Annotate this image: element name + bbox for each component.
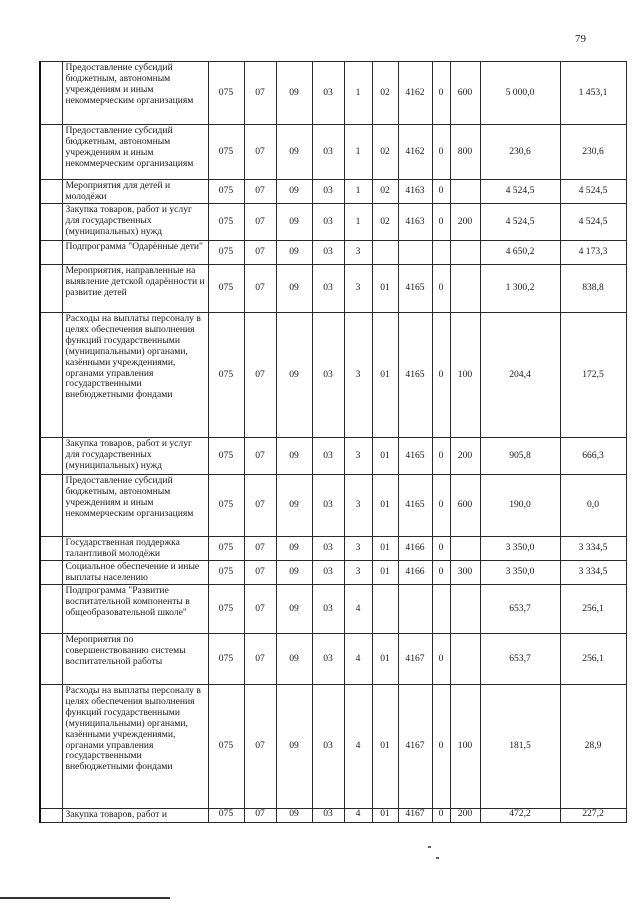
- section-code: 07: [244, 265, 276, 313]
- main-event-code: 01: [372, 809, 398, 823]
- expense-name: Расходы на выплаты персоналу в целях обеспечения выполнения функций государственными (муниципальными) органами, казёнными учреждениями, органами управления государственными внебюджетными фондами: [62, 313, 208, 438]
- row-marker-cell: [40, 809, 62, 823]
- plan-amount: 181,5: [480, 685, 560, 809]
- extra-code: 0: [432, 265, 450, 313]
- plan-amount: 472,2: [480, 809, 560, 823]
- extra-code: 0: [432, 809, 450, 823]
- admin-code: 075: [208, 62, 244, 125]
- section-code: 07: [244, 585, 276, 634]
- subsection-code: 09: [276, 561, 312, 585]
- subsection-code: 09: [276, 204, 312, 241]
- subprogram-code: 3: [344, 561, 372, 585]
- subsection-code: 09: [276, 180, 312, 204]
- section-code: 07: [244, 634, 276, 685]
- subsection-code: 09: [276, 537, 312, 561]
- plan-amount: 190,0: [480, 475, 560, 537]
- program-code: 03: [312, 241, 344, 265]
- expense-name: Подпрограмма "Развитие воспитательной компоненты в общеобразовательной школе": [62, 585, 208, 634]
- plan-amount: 4 524,5: [480, 180, 560, 204]
- plan-amount: 3 350,0: [480, 537, 560, 561]
- subsection-code: 09: [276, 809, 312, 823]
- section-code: 07: [244, 537, 276, 561]
- admin-code: 075: [208, 537, 244, 561]
- main-event-code: 01: [372, 313, 398, 438]
- subprogram-code: 1: [344, 180, 372, 204]
- expense-type-code: [450, 241, 480, 265]
- table-row: [40, 809, 626, 823]
- fact-amount: 256,1: [560, 634, 626, 685]
- subsection-code: 09: [276, 585, 312, 634]
- section-code: 07: [244, 561, 276, 585]
- section-code: 07: [244, 241, 276, 265]
- table-row: [40, 537, 626, 561]
- expense-type-code: 600: [450, 62, 480, 125]
- expense-name: Подпрограмма "Одарённые дети": [62, 241, 208, 265]
- fact-amount: 3 334,5: [560, 561, 626, 585]
- table-row: [40, 241, 626, 265]
- subprogram-code: 4: [344, 685, 372, 809]
- section-code: 07: [244, 313, 276, 438]
- expense-type-code: 200: [450, 809, 480, 823]
- scan-speck: [436, 857, 439, 859]
- plan-amount: 5 000,0: [480, 62, 560, 125]
- admin-code: 075: [208, 125, 244, 180]
- main-event-code: [372, 585, 398, 634]
- row-marker-cell: [40, 585, 62, 634]
- admin-code: 075: [208, 265, 244, 313]
- direction-code: 4167: [398, 809, 432, 823]
- main-event-code: 01: [372, 537, 398, 561]
- extra-code: [432, 585, 450, 634]
- scan-edge-line: [0, 897, 170, 899]
- subsection-code: 09: [276, 265, 312, 313]
- subsection-code: 09: [276, 241, 312, 265]
- extra-code: 0: [432, 62, 450, 125]
- direction-code: 4165: [398, 313, 432, 438]
- expense-type-code: 200: [450, 438, 480, 475]
- section-code: 07: [244, 62, 276, 125]
- main-event-code: 02: [372, 125, 398, 180]
- expense-type-code: 100: [450, 685, 480, 809]
- admin-code: 075: [208, 634, 244, 685]
- table-row: [40, 62, 626, 125]
- table-row: [40, 561, 626, 585]
- row-marker-cell: [40, 685, 62, 809]
- direction-code: 4165: [398, 475, 432, 537]
- table-row: [40, 634, 626, 685]
- program-code: 03: [312, 313, 344, 438]
- section-code: 07: [244, 204, 276, 241]
- plan-amount: 4 524,5: [480, 204, 560, 241]
- admin-code: 075: [208, 438, 244, 475]
- extra-code: 0: [432, 537, 450, 561]
- program-code: 03: [312, 125, 344, 180]
- expense-type-code: [450, 180, 480, 204]
- subprogram-code: 3: [344, 475, 372, 537]
- row-marker-cell: [40, 561, 62, 585]
- expense-type-code: [450, 634, 480, 685]
- program-code: 03: [312, 438, 344, 475]
- expense-name: Мероприятия для детей и молодёжи: [62, 180, 208, 204]
- expense-type-code: 800: [450, 125, 480, 180]
- plan-amount: 3 350,0: [480, 561, 560, 585]
- fact-amount: 256,1: [560, 585, 626, 634]
- program-code: 03: [312, 537, 344, 561]
- expense-type-code: [450, 585, 480, 634]
- fact-amount: 172,5: [560, 313, 626, 438]
- extra-code: 0: [432, 180, 450, 204]
- fact-amount: 4 173,3: [560, 241, 626, 265]
- section-code: 07: [244, 809, 276, 823]
- admin-code: 075: [208, 809, 244, 823]
- plan-amount: 905,8: [480, 438, 560, 475]
- direction-code: 4166: [398, 537, 432, 561]
- row-marker-cell: [40, 241, 62, 265]
- program-code: 03: [312, 475, 344, 537]
- direction-code: 4162: [398, 62, 432, 125]
- expense-type-code: [450, 265, 480, 313]
- expense-name: Предоставление субсидий бюджетным, автономным учреждениям и иным некоммерческим организациям: [62, 475, 208, 537]
- table-row: [40, 313, 626, 438]
- fact-amount: 0,0: [560, 475, 626, 537]
- extra-code: 0: [432, 125, 450, 180]
- extra-code: 0: [432, 438, 450, 475]
- extra-code: 0: [432, 313, 450, 438]
- extra-code: 0: [432, 634, 450, 685]
- section-code: 07: [244, 438, 276, 475]
- program-code: 03: [312, 561, 344, 585]
- admin-code: 075: [208, 561, 244, 585]
- main-event-code: 02: [372, 180, 398, 204]
- row-marker-cell: [40, 62, 62, 125]
- subprogram-code: 3: [344, 241, 372, 265]
- admin-code: 075: [208, 685, 244, 809]
- expense-name: Расходы на выплаты персоналу в целях обеспечения выполнения функций государственными (муниципальными) органами, казёнными учреждениями, органами управления государственными внебюджетными фондами: [62, 685, 208, 809]
- program-code: 03: [312, 685, 344, 809]
- plan-amount: 1 300,2: [480, 265, 560, 313]
- direction-code: 4165: [398, 438, 432, 475]
- main-event-code: 01: [372, 475, 398, 537]
- extra-code: 0: [432, 685, 450, 809]
- section-code: 07: [244, 685, 276, 809]
- main-event-code: 02: [372, 62, 398, 125]
- expense-type-code: 300: [450, 561, 480, 585]
- expense-name: Государственная поддержка талантливой молодёжи: [62, 537, 208, 561]
- subsection-code: 09: [276, 475, 312, 537]
- subsection-code: 09: [276, 62, 312, 125]
- section-code: 07: [244, 125, 276, 180]
- direction-code: 4165: [398, 265, 432, 313]
- expense-type-code: [450, 537, 480, 561]
- row-marker-cell: [40, 475, 62, 537]
- subsection-code: 09: [276, 685, 312, 809]
- table-row: [40, 438, 626, 475]
- main-event-code: 01: [372, 685, 398, 809]
- table-row: [40, 475, 626, 537]
- subprogram-code: 1: [344, 125, 372, 180]
- row-marker-cell: [40, 634, 62, 685]
- program-code: 03: [312, 809, 344, 823]
- fact-amount: 4 524,5: [560, 204, 626, 241]
- admin-code: 075: [208, 585, 244, 634]
- row-marker-cell: [40, 180, 62, 204]
- fact-amount: 1 453,1: [560, 62, 626, 125]
- direction-code: [398, 585, 432, 634]
- row-marker-cell: [40, 438, 62, 475]
- subsection-code: 09: [276, 313, 312, 438]
- program-code: 03: [312, 180, 344, 204]
- program-code: 03: [312, 265, 344, 313]
- subprogram-code: 4: [344, 585, 372, 634]
- direction-code: 4162: [398, 125, 432, 180]
- row-marker-cell: [40, 204, 62, 241]
- subsection-code: 09: [276, 438, 312, 475]
- program-code: 03: [312, 62, 344, 125]
- row-marker-cell: [40, 265, 62, 313]
- plan-amount: 4 650,2: [480, 241, 560, 265]
- plan-amount: 230,6: [480, 125, 560, 180]
- program-code: 03: [312, 204, 344, 241]
- fact-amount: 838,8: [560, 265, 626, 313]
- row-marker-cell: [40, 537, 62, 561]
- main-event-code: 01: [372, 438, 398, 475]
- fact-amount: 3 334,5: [560, 537, 626, 561]
- table-row: [40, 180, 626, 204]
- scan-speck: [428, 846, 431, 848]
- table-row: [40, 685, 626, 809]
- subprogram-code: 3: [344, 313, 372, 438]
- program-code: 03: [312, 634, 344, 685]
- admin-code: 075: [208, 241, 244, 265]
- page-number: 79: [575, 33, 586, 45]
- subprogram-code: 3: [344, 438, 372, 475]
- expense-name: Мероприятия, направленные на выявление детской одарённости и развитие детей: [62, 265, 208, 313]
- direction-code: 4166: [398, 561, 432, 585]
- fact-amount: 28,9: [560, 685, 626, 809]
- direction-code: [398, 241, 432, 265]
- fact-amount: 227,2: [560, 809, 626, 823]
- table-row: [40, 585, 626, 634]
- plan-amount: 653,7: [480, 585, 560, 634]
- subprogram-code: 1: [344, 204, 372, 241]
- subprogram-code: 4: [344, 809, 372, 823]
- extra-code: 0: [432, 475, 450, 537]
- extra-code: 0: [432, 561, 450, 585]
- expense-name: Мероприятия по совершенствованию системы воспитательной работы: [62, 634, 208, 685]
- admin-code: 075: [208, 475, 244, 537]
- program-code: 03: [312, 585, 344, 634]
- extra-code: [432, 241, 450, 265]
- direction-code: 4163: [398, 180, 432, 204]
- fact-amount: 4 524,5: [560, 180, 626, 204]
- table-row: [40, 265, 626, 313]
- admin-code: 075: [208, 313, 244, 438]
- row-marker-cell: [40, 125, 62, 180]
- expense-type-code: 600: [450, 475, 480, 537]
- table-row: [40, 204, 626, 241]
- fact-amount: 666,3: [560, 438, 626, 475]
- budget-table: [39, 61, 627, 823]
- plan-amount: 653,7: [480, 634, 560, 685]
- direction-code: 4163: [398, 204, 432, 241]
- main-event-code: 02: [372, 204, 398, 241]
- main-event-code: 01: [372, 265, 398, 313]
- expense-name: Закупка товаров, работ и услуг для государственных (муниципальных) нужд: [62, 204, 208, 241]
- expense-name: Социальное обеспечение и иные выплаты населению: [62, 561, 208, 585]
- subprogram-code: 1: [344, 62, 372, 125]
- direction-code: 4167: [398, 634, 432, 685]
- subsection-code: 09: [276, 634, 312, 685]
- subprogram-code: 3: [344, 265, 372, 313]
- expense-type-code: 100: [450, 313, 480, 438]
- extra-code: 0: [432, 204, 450, 241]
- direction-code: 4167: [398, 685, 432, 809]
- main-event-code: 01: [372, 634, 398, 685]
- fact-amount: 230,6: [560, 125, 626, 180]
- table-row: [40, 125, 626, 180]
- expense-name: Предоставление субсидий бюджетным, автономным учреждениям и иным некоммерческим организациям: [62, 125, 208, 180]
- subsection-code: 09: [276, 125, 312, 180]
- main-event-code: 01: [372, 561, 398, 585]
- expense-name: Закупка товаров, работ и услуг для государственных (муниципальных) нужд: [62, 438, 208, 475]
- admin-code: 075: [208, 204, 244, 241]
- admin-code: 075: [208, 180, 244, 204]
- row-marker-cell: [40, 313, 62, 438]
- section-code: 07: [244, 180, 276, 204]
- main-event-code: [372, 241, 398, 265]
- subprogram-code: 3: [344, 537, 372, 561]
- section-code: 07: [244, 475, 276, 537]
- subprogram-code: 4: [344, 634, 372, 685]
- expense-name: Закупка товаров, работ и: [62, 809, 208, 823]
- plan-amount: 204,4: [480, 313, 560, 438]
- expense-name: Предоставление субсидий бюджетным, автономным учреждениям и иным некоммерческим организациям: [62, 62, 208, 125]
- expense-type-code: 200: [450, 204, 480, 241]
